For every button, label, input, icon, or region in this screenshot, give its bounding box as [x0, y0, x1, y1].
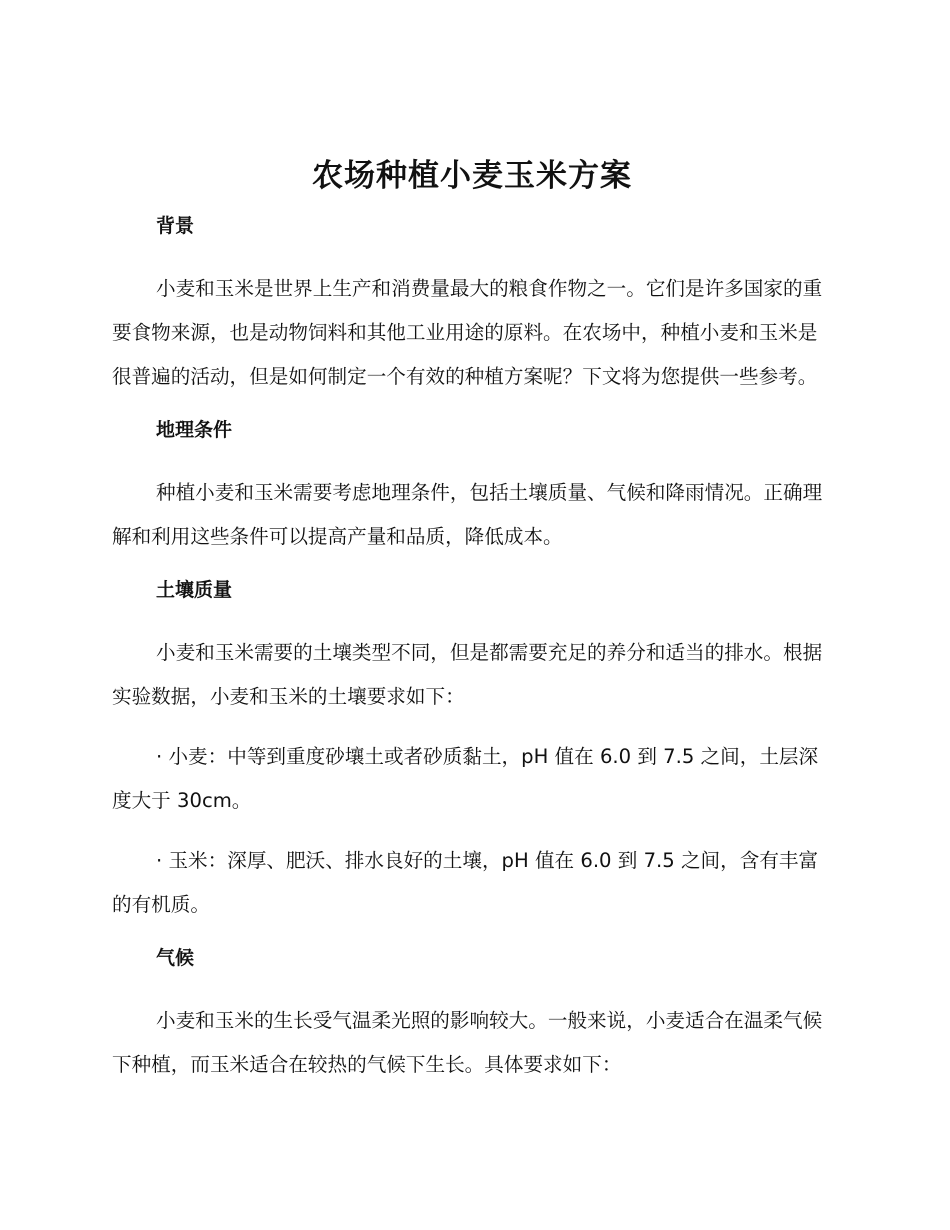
section-paragraph: 小麦和玉米需要的土壤类型不同，但是都需要充足的养分和适当的排水。根据实验数据，小麦和玉米的土壤要求如下： — [112, 641, 823, 708]
section-background — [112, 211, 832, 399]
list-item: · 玉米：深厚、肥沃、排水良好的土壤，pH 值在 6.0 到 7.5 之间，含有丰富的有机质。 — [112, 849, 819, 916]
section-heading: 背景 — [156, 215, 195, 237]
document-body — [112, 150, 832, 1103]
section-paragraph: 种植小麦和玉米需要考虑地理条件，包括土壤质量、气候和降雨情况。正确理解和利用这些条件可以提高产量和品质，降低成本。 — [112, 481, 823, 548]
list-item: · 小麦：中等到重度砂壤土或者砂质黏土，pH 值在 6.0 到 7.5 之间，土层深度大于 30cm。 — [112, 745, 819, 812]
section-heading: 土壤质量 — [156, 579, 233, 601]
section-climate — [112, 943, 832, 1087]
section-paragraph: 小麦和玉米是世界上生产和消费量最大的粮食作物之一。它们是许多国家的重要食物来源，也是动物饲料和其他工业用途的原料。在农场中，种植小麦和玉米是很普遍的活动，但是如何制定一个有效的种植方案呢？下文将为您提供一些参考。 — [112, 277, 823, 388]
section-heading: 气候 — [156, 947, 195, 969]
section-heading: 地理条件 — [156, 419, 233, 441]
section-soil — [112, 575, 832, 927]
section-paragraph: 小麦和玉米的生长受气温柔光照的影响较大。一般来说，小麦适合在温柔气候下种植，而玉米适合在较热的气候下生长。具体要求如下： — [112, 1009, 823, 1076]
section-geography — [112, 415, 832, 559]
document-title: 农场种植小麦玉米方案 — [312, 158, 632, 194]
